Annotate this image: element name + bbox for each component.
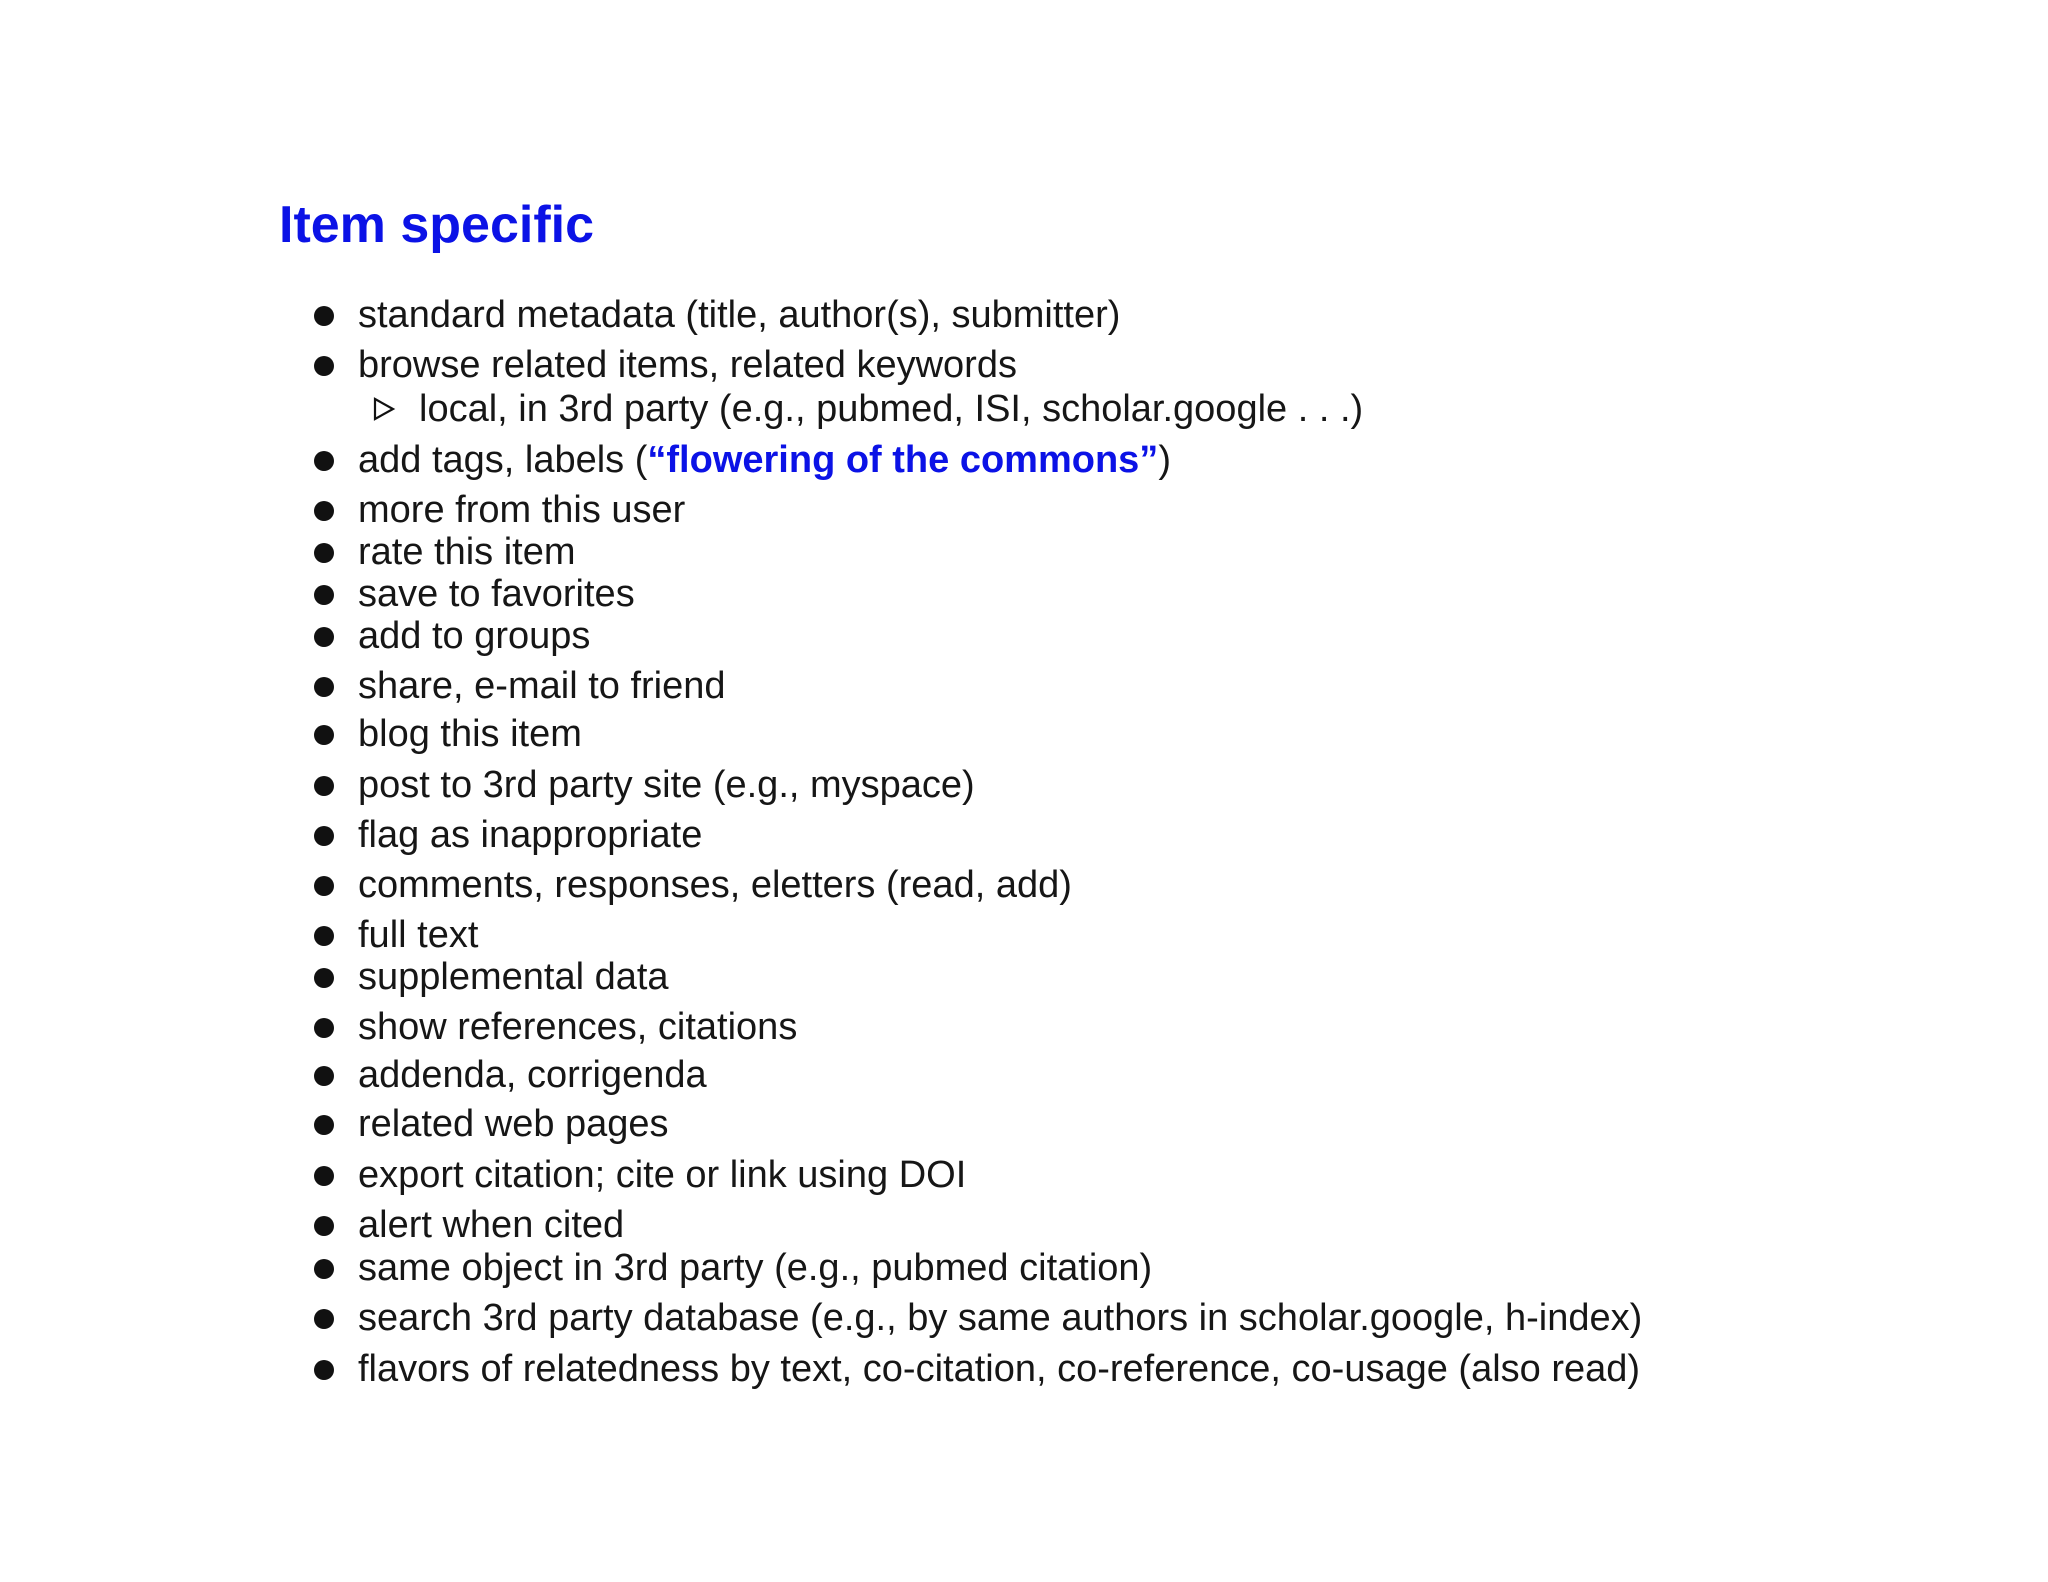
- bullet-icon: [314, 306, 334, 326]
- sub-list-item: local, in 3rd party (e.g., pubmed, ISI, scholar.google . . .): [419, 388, 1364, 430]
- bullet-icon: [314, 1309, 334, 1329]
- highlighted-quote: “flowering of the commons”: [647, 439, 1159, 481]
- list-item: flag as inappropriate: [358, 814, 703, 856]
- list-item: show references, citations: [358, 1006, 798, 1048]
- list-item: blog this item: [358, 713, 582, 755]
- list-item: add to groups: [358, 615, 591, 657]
- bullet-icon: [314, 1018, 334, 1038]
- bullet-icon: [314, 585, 334, 605]
- list-item: browse related items, related keywords: [358, 344, 1017, 386]
- list-item: same object in 3rd party (e.g., pubmed citation): [358, 1247, 1153, 1289]
- bullet-icon: [314, 501, 334, 521]
- bullet-icon: [314, 627, 334, 647]
- list-item: full text: [358, 914, 479, 956]
- list-item: save to favorites: [358, 573, 635, 615]
- bullet-icon: [314, 543, 334, 563]
- bullet-icon: [314, 1115, 334, 1135]
- bullet-icon: [314, 356, 334, 376]
- bullet-icon: [314, 776, 334, 796]
- bullet-icon: [314, 1360, 334, 1380]
- bullet-icon: [314, 677, 334, 697]
- bullet-icon: [314, 1216, 334, 1236]
- bullet-icon: [314, 826, 334, 846]
- list-item: standard metadata (title, author(s), submitter): [358, 294, 1121, 336]
- list-item: [358, 437, 1171, 483]
- list-item: more from this user: [358, 489, 686, 531]
- bullet-icon: [314, 926, 334, 946]
- triangle-right-icon: [372, 397, 396, 421]
- bullet-icon: [314, 1259, 334, 1279]
- bullet-icon: [314, 1166, 334, 1186]
- list-item: flavors of relatedness by text, co-citation, co-reference, co-usage (also read): [358, 1348, 1641, 1390]
- bullet-icon: [314, 725, 334, 745]
- list-item: post to 3rd party site (e.g., myspace): [358, 764, 975, 806]
- slide-title: Item specific: [279, 196, 595, 254]
- list-item: rate this item: [358, 531, 576, 573]
- list-item: search 3rd party database (e.g., by same authors in scholar.google, h-index): [358, 1297, 1643, 1339]
- bullet-icon: [314, 451, 334, 471]
- list-item: export citation; cite or link using DOI: [358, 1154, 967, 1196]
- bullet-icon: [314, 876, 334, 896]
- list-item-text: add tags, labels (: [358, 439, 648, 481]
- bullet-icon: [314, 968, 334, 988]
- list-item: addenda, corrigenda: [358, 1054, 707, 1096]
- list-item: supplemental data: [358, 956, 669, 998]
- list-item: comments, responses, eletters (read, add): [358, 864, 1072, 906]
- list-item: share, e-mail to friend: [358, 665, 726, 707]
- list-item: alert when cited: [358, 1204, 625, 1246]
- bullet-icon: [314, 1066, 334, 1086]
- list-item: related web pages: [358, 1103, 669, 1145]
- list-item-suffix: ): [1158, 439, 1171, 481]
